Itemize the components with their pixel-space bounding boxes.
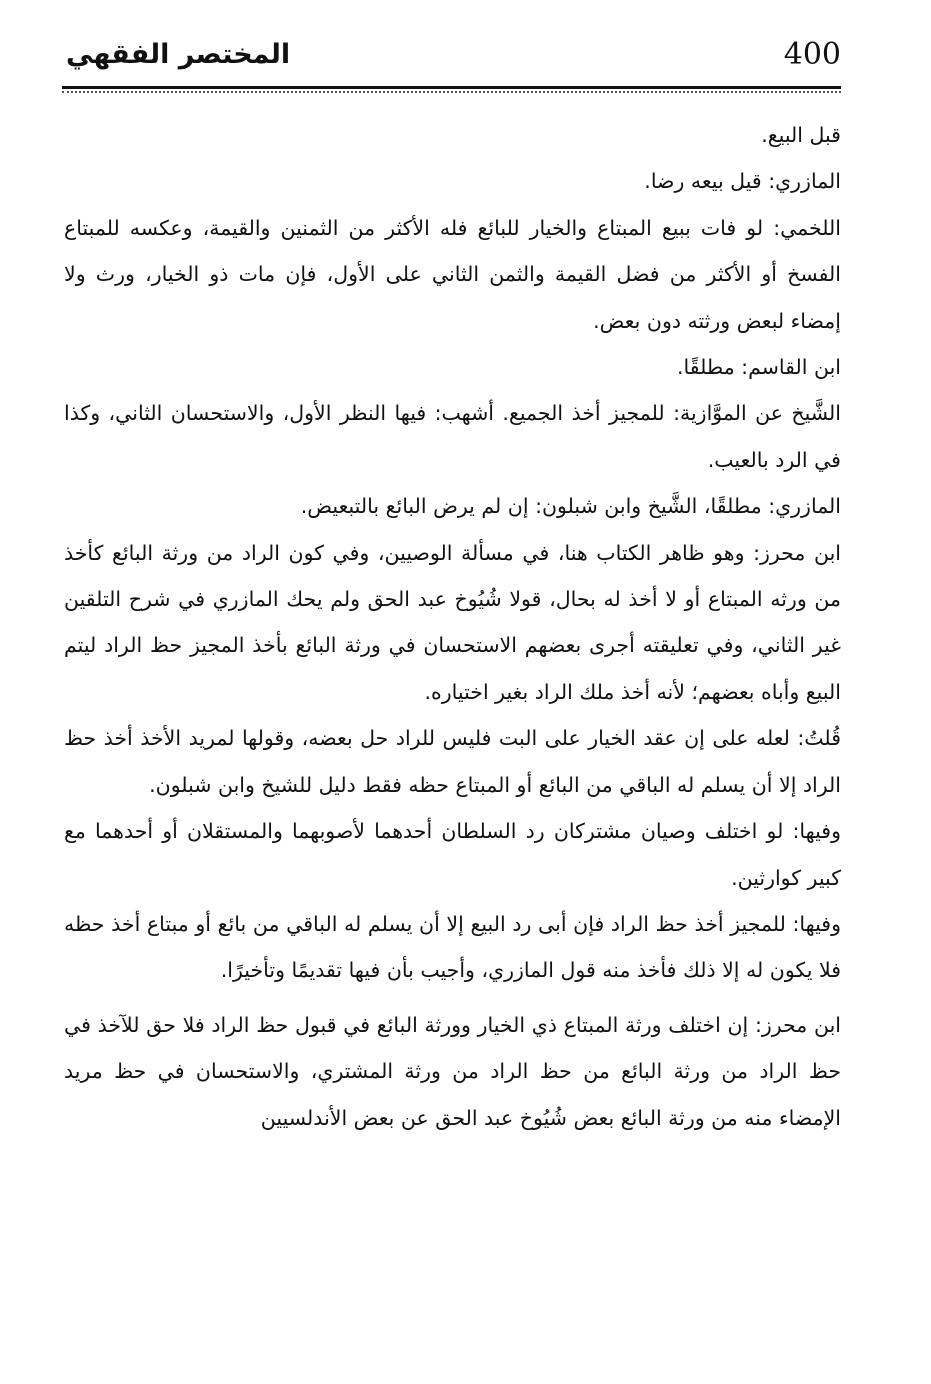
paragraph: قبل البيع. — [761, 123, 841, 147]
paragraph: ابن محرز: وهو ظاهر الكتاب هنا، في مسألة الوصيين، وفي كون الراد من ورثة البائع كأخذ من ورثه المبتاع أو لا أخذ له بحال، قولا شُيُوخ عبد الحق ولم يحك المازري في شرح التلقين غير الثاني، وفي تعليقته أجرى بعضهم الاستحسان في ورثة البائع بأخذ المجيز حظ الراد ليتم البيع وأباه بعضهم؛ لأنه أخذ ملك الراد بغير اختياره. — [64, 540, 841, 704]
paragraph: اللخمي: لو فات ببيع المبتاع والخيار للبائع فله الأكثر من الثمنين والقيمة، وعكسه للمبتاع الفسخ أو الأكثر من فضل القيمة والثمن الثاني على الأول، فإن مات ذو الخيار، ورث ولا إمضاء لبعض ورثته دون بعض. — [64, 215, 841, 333]
page-header — [66, 34, 841, 82]
paragraph: وفيها: للمجيز أخذ حظ الراد فإن أبى رد البيع إلا أن يسلم له الباقي من بائع أو مبتاع أخذ حظه فلا يكون له إلا ذلك فأخذ منه قول المازري، وأجيب بأن فيها تقديمًا وتأخيرًا. — [64, 911, 841, 983]
paragraph: وفيها: لو اختلف وصيان مشتركان رد السلطان أحدهما لأصوبهما والمستقلان أو أحدهما مع كبير كوارثين. — [64, 819, 841, 890]
page-number: 400 — [783, 37, 841, 72]
header-rule — [62, 86, 841, 89]
paragraph: ابن القاسم: مطلقًا. — [676, 355, 841, 380]
paragraph: ابن محرز: إن اختلف ورثة المبتاع ذي الخيار وورثة البائع في قبول حظ الراد فلا حق للآخذ في حظ الراد من ورثة البائع من حظ الراد من ورثة المشتري، والاستحسان في حظ مريد الإمضاء منه من ورثة البائع بعض شُيُوخ عبد الحق عن بعض الأندلسيين — [64, 1012, 841, 1130]
paragraph: المازري: مطلقًا، الشَّيخ وابن شبلون: إن لم يرض البائع بالتبعيض. — [300, 494, 841, 519]
page-body — [64, 112, 841, 1141]
book-title: المختصر الفقهي — [66, 39, 291, 70]
header-dotted-rule — [62, 91, 841, 93]
paragraph: المازري: قيل بيعه رضا. — [644, 169, 841, 194]
paragraph: قُلتُ: لعله على إن عقد الخيار على البت فليس للراد حل بعضه، وقولها لمريد الأخذ أخذ حظ الراد إلا أن يسلم له الباقي من البائع أو المبتاع حظه فقط دليل للشيخ وابن شبلون. — [64, 726, 841, 797]
paragraph: الشَّيخ عن الموَّازية: للمجيز أخذ الجميع. أشهب: فيها النظر الأول، والاستحسان الثاني، وكذا في الرد بالعيب. — [64, 401, 841, 472]
